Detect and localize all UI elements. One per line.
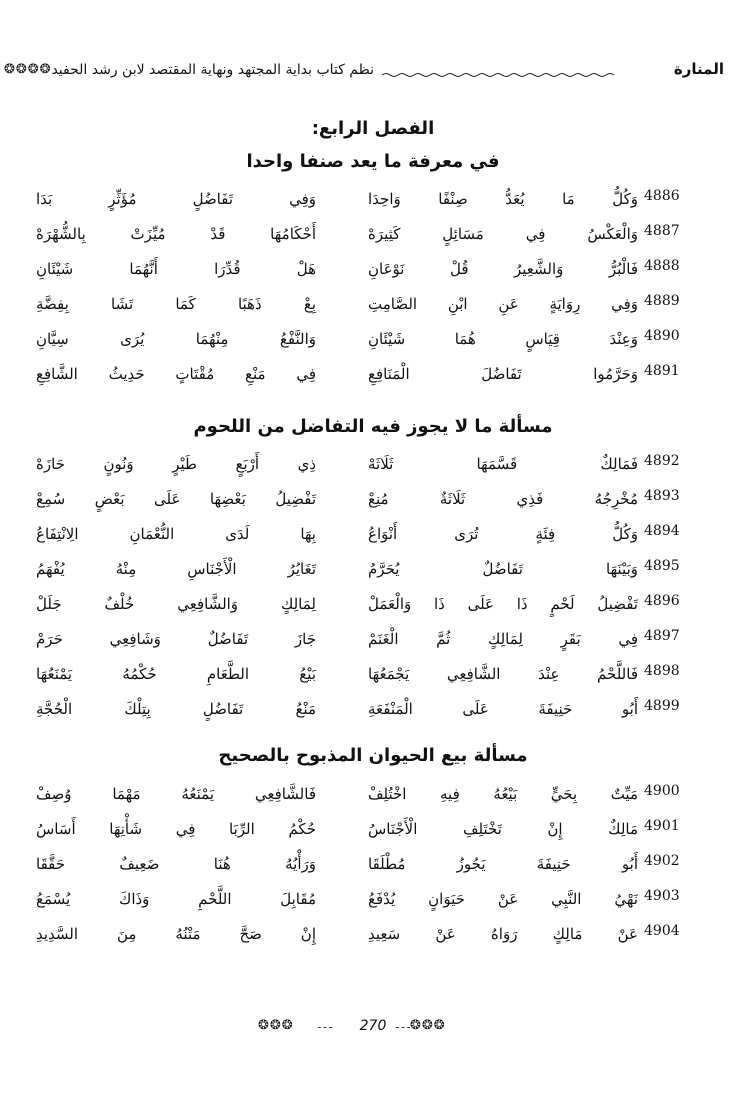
verse-first-hemistich: وَبَيْنَهَا تَفَاضُلٌ يُحَرَّمُ <box>368 560 638 578</box>
verse-first-hemistich: وَالْعَكْسُ فِي مَسَائِلٍ كَثِيرَهْ <box>368 225 638 243</box>
verse-number: 4904 <box>644 923 680 939</box>
verse-row <box>0 324 746 358</box>
verse-first-hemistich: أَبُو حَنِيفَةَ يَجُوزُ مُطْلَقَا <box>368 855 638 873</box>
verse-row <box>0 589 746 623</box>
verse-first-hemistich: فَمَالِكٌ قَسَّمَهَا ثَلَاثَهْ <box>368 455 638 473</box>
verse-first-hemistich: نَهْيُ النَّبِي عَنْ حَيَوَانٍ يُدْفَعُ <box>368 890 638 908</box>
verse-first-hemistich: فَاللَّحْمُ عِنْدَ الشَّافِعِي يَجْمَعُهَا <box>368 665 638 683</box>
verse-second-hemistich: بِهَا لَدَى النُّعْمَانِ الِانْتِفَاعُ <box>36 525 316 543</box>
verse-row <box>0 359 746 393</box>
verse-number: 4889 <box>644 293 680 309</box>
verse-second-hemistich: تَغَايُرُ الْأَجْنَاسِ مِنْهُ يُفْهَمُ <box>36 560 316 578</box>
verse-row <box>0 624 746 658</box>
verse-second-hemistich: ذِي أَرْبَعٍ طَيْرٍ وَنُونٍ حَازَهْ <box>36 455 316 473</box>
verse-row <box>0 694 746 728</box>
verse-number: 4891 <box>644 363 680 379</box>
verse-second-hemistich: بَيْعُ الطَّعَامِ حُكْمُهُ يَمْنَعُهَا <box>36 665 316 683</box>
verse-number: 4903 <box>644 888 680 904</box>
verse-second-hemistich: وَرَأْيُهُ هُنَا ضَعِيفٌ حَقَّقَا <box>36 855 316 873</box>
verse-second-hemistich: إِنْ صَحَّ مَتْنُهُ مِنَ السَّدِيدِ <box>36 925 316 943</box>
section-title: مسألة ما لا يجوز فيه التفاضل من اللحوم <box>193 416 553 437</box>
footer-dash <box>396 1027 410 1029</box>
verse-number: 4887 <box>644 223 680 239</box>
verse-second-hemistich: لِمَالِكٍ وَالشَّافِعِي خُلْفٌ جَلَلْ <box>36 595 316 613</box>
verse-row <box>0 849 746 883</box>
verse-first-hemistich: وَكُلُّ مَا يُعَدُّ صِنْفًا وَاحِدَا <box>368 190 638 208</box>
running-title: نظم كتاب بداية المجتهد ونهاية المقتصد لابن رشد الحفيد <box>51 62 374 78</box>
verse-number: 4888 <box>644 258 680 274</box>
verse-second-hemistich: حُكْمُ الرِّبَا فِي شَأْنِهَا أَسَاسُ <box>36 820 316 838</box>
verse-second-hemistich: بِعْ ذَهَبًا كَمَا تَشَا بِفِضَّةِ <box>36 295 316 313</box>
verse-number: 4900 <box>644 783 680 799</box>
verse-second-hemistich: مُقَابِلَ اللَّحْمِ وَذَاكَ يُسْمَعُ <box>36 890 316 908</box>
verse-second-hemistich: وَفِي تَفَاضُلٍ مُؤَثِّرٍ بَدَا <box>36 190 316 208</box>
verse-number: 4897 <box>644 628 680 644</box>
verse-row <box>0 814 746 848</box>
verse-second-hemistich: مَنْعُ تَفَاضُلٍ بِتِلْكَ الْحُجَّةِ <box>36 700 316 718</box>
verse-first-hemistich: مَالِكٌ إِنْ تَخْتَلِفِ الْأَجْنَاسُ <box>368 820 638 838</box>
verse-number: 4893 <box>644 488 680 504</box>
verse-second-hemistich: فَالشَّافِعِي يَمْنَعُهُ مَهْمَا وُصِفْ <box>36 785 316 803</box>
footer-flower-ornament: ❂❂❂ <box>410 1018 446 1033</box>
verse-row <box>0 484 746 518</box>
verse-number: 4894 <box>644 523 680 539</box>
verse-first-hemistich: وَفِي رِوَايَةٍ عَنِ ابْنِ الصَّامِتِ <box>368 295 638 313</box>
verse-first-hemistich: وَكُلُّ فِئَةٍ تُرَى أَنْوَاعُ <box>368 525 638 543</box>
verse-first-hemistich: فِي بَقَرٍ لِمَالِكٍ ثُمَّ الْغَنَمْ <box>368 630 638 648</box>
verse-row <box>0 884 746 918</box>
verse-second-hemistich: تَفْضِيلُ بَعْضِهَا عَلَى بَعْضٍ سُمِعْ <box>36 490 316 508</box>
section-title: مسألة بيع الحيوان المذبوح بالصحيح <box>218 745 528 766</box>
verse-first-hemistich: تَفْضِيلُ لَحْمٍ ذَا عَلَى ذَا وَالْعَمَلْ <box>368 595 638 613</box>
verse-row <box>0 289 746 323</box>
verse-first-hemistich: فَالْبُرُّ وَالشَّعِيرُ قُلْ نَوْعَانِ <box>368 260 638 278</box>
verse-first-hemistich: وَعِنْدَ قِيَاسٍ هُمَا شَيْئَانِ <box>368 330 638 348</box>
verse-row <box>0 779 746 813</box>
verse-row <box>0 554 746 588</box>
page-footer <box>0 1016 746 1040</box>
verse-number: 4895 <box>644 558 680 574</box>
page-number: 270 <box>359 1018 387 1034</box>
verse-number: 4902 <box>644 853 680 869</box>
verse-number: 4886 <box>644 188 680 204</box>
verse-row <box>0 659 746 693</box>
verse-second-hemistich: أَحْكَامُهَا قَدْ مُيِّزَتْ بِالشُّهْرَهْ <box>36 225 316 243</box>
verse-number: 4899 <box>644 698 680 714</box>
verse-number: 4890 <box>644 328 680 344</box>
chapter-subtitle: في معرفة ما يعد صنفا واحدا <box>246 151 500 172</box>
verse-row <box>0 919 746 953</box>
chapter-title: الفصل الرابع: <box>311 118 435 139</box>
verse-row <box>0 219 746 253</box>
verse-first-hemistich: أَبُو حَنِيفَةَ عَلَى الْمَنْفَعَةِ <box>368 700 638 718</box>
verse-number: 4898 <box>644 663 680 679</box>
verse-second-hemistich: فِي مَنْعِ مُقْتَاتٍ حَدِيثُ الشَّافِعِ <box>36 365 316 383</box>
verse-first-hemistich: مُخْرِجُهُ فَذِي ثَلَاثَةٌ مُنِعْ <box>368 490 638 508</box>
verse-first-hemistich: مَيِّتٌ بِحَيٍّ بَيْعُهُ فِيهِ اخْتُلِفْ <box>368 785 638 803</box>
verse-second-hemistich: هَلْ قُدِّرَا أَنَّهُمَا شَيْئَانِ <box>36 260 316 278</box>
verse-second-hemistich: وَالنَّفْعُ مِنْهُمَا يُرَى سِيَّانِ <box>36 330 316 348</box>
verse-second-hemistich: جَازَ تَفَاضُلٌ وَشَافِعِي حَرَمْ <box>36 630 316 648</box>
footer-flower-ornament: ❂❂❂ <box>258 1018 294 1033</box>
verse-number: 4892 <box>644 453 680 469</box>
header-wave-ornament <box>382 72 614 78</box>
verse-row <box>0 519 746 553</box>
verse-first-hemistich: وَحَرَّمُوا تَفَاضُلَ الْمَنَافِعِ <box>368 365 638 383</box>
header-flower-ornament: ❂❂❂❂ <box>4 62 52 77</box>
running-header <box>0 58 746 88</box>
footer-dash <box>318 1027 332 1029</box>
verse-row <box>0 449 746 483</box>
verse-row <box>0 184 746 218</box>
book-name: المنارة <box>673 60 724 78</box>
verse-number: 4896 <box>644 593 680 609</box>
verse-number: 4901 <box>644 818 680 834</box>
verse-row <box>0 254 746 288</box>
verse-first-hemistich: عَنْ مَالِكٍ رَوَاهُ عَنْ سَعِيدِ <box>368 925 638 943</box>
